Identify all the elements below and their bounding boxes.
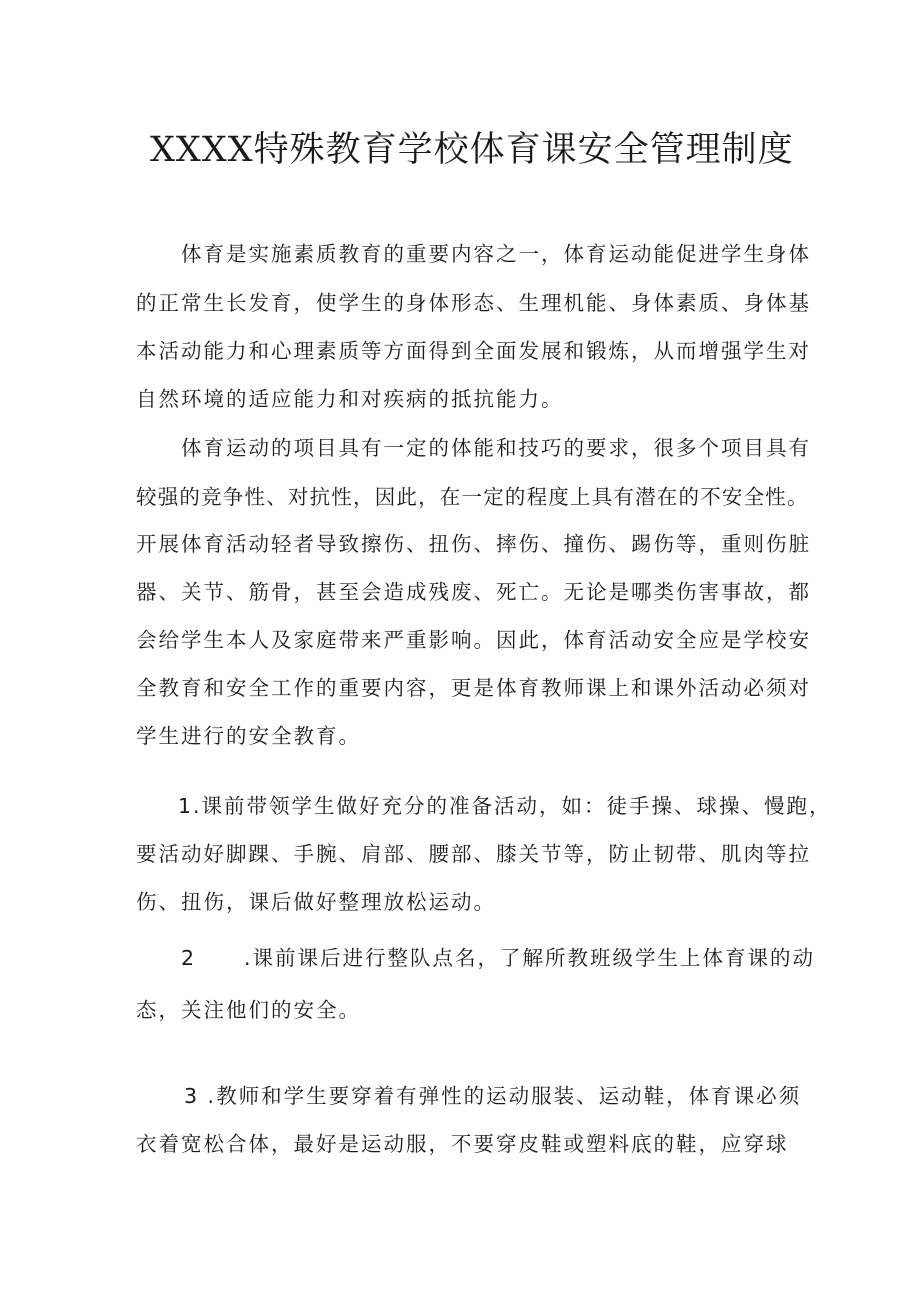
paragraph-intro-2-line-1: 体育运动的项目具有一定的体能和技巧的要求，很多个项目具有 bbox=[181, 436, 811, 460]
paragraph-intro-2-line-3: 开展体育活动轻者导致擦伤、扭伤、摔伤、撞伤、踢伤等，重则伤脏 bbox=[136, 532, 811, 556]
item-2-line-1: .课前课后进行整队点名，了解所教班级学生上体育课的动 bbox=[244, 946, 816, 970]
item-1-line-3: 伤、扭伤，课后做好整理放松运动。 bbox=[136, 890, 496, 914]
paragraph-intro-1-line-1: 体育是实施素质教育的重要内容之一，体育运动能促进学生身体 bbox=[181, 242, 811, 266]
item-2-line-2: 态，关注他们的安全。 bbox=[136, 998, 361, 1022]
paragraph-intro-2-line-2: 较强的竞争性、对抗性，因此，在一定的程度上具有潜在的不安全性。 bbox=[136, 485, 809, 509]
item-1-line-2: 要活动好脚踝、手腕、肩部、腰部、膝关节等，防止韧带、肌肉等拉 bbox=[136, 842, 811, 866]
paragraph-intro-2-line-6: 全教育和安全工作的重要内容，更是体育教师课上和课外活动必须对 bbox=[136, 676, 811, 700]
item-2-number: 2 bbox=[181, 946, 197, 970]
paragraph-intro-1-line-4: 自然环境的适应能力和对疾病的抵抗能力。 bbox=[136, 387, 564, 411]
item-3-line-1: 3 .教师和学生要穿着有弹性的运动服装、运动鞋，体育课必须 bbox=[184, 1084, 802, 1108]
paragraph-intro-1-line-2: 的正常生长发育，使学生的身体形态、生理机能、身体素质、身体基 bbox=[136, 291, 811, 315]
item-1-line-1: 1.课前带领学生做好充分的准备活动，如：徒手操、球操、慢跑， bbox=[178, 794, 832, 818]
paragraph-intro-2-line-7: 学生进行的安全教育。 bbox=[136, 724, 361, 748]
document-title: XXXX特殊教育学校体育课安全管理制度 bbox=[150, 130, 794, 170]
paragraph-intro-1-line-3: 本活动能力和心理素质等方面得到全面发展和锻炼，从而增强学生对 bbox=[136, 339, 811, 363]
paragraph-intro-2-line-4: 器、关节、筋骨，甚至会造成残废、死亡。无论是哪类伤害事故，都 bbox=[136, 580, 811, 604]
paragraph-intro-2-line-5: 会给学生本人及家庭带来严重影响。因此，体育活动安全应是学校安 bbox=[136, 628, 811, 652]
item-3-line-2: 衣着宽松合体，最好是运动服，不要穿皮鞋或塑料底的鞋，应穿球 bbox=[136, 1132, 789, 1156]
